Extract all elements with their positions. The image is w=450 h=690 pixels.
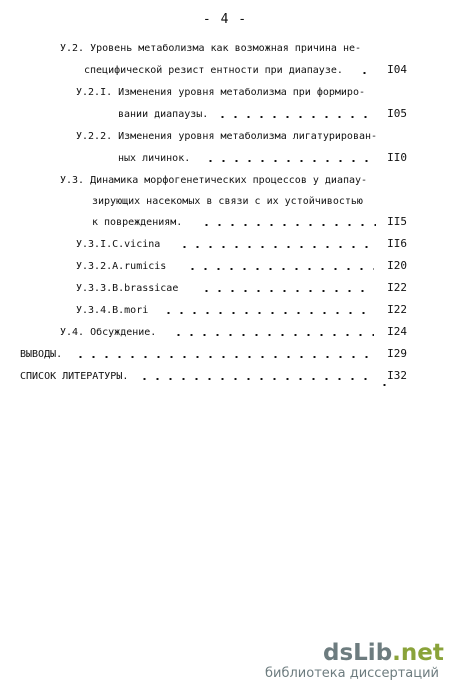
toc-entry-text: У.3.2.A.rumicis <box>76 261 167 272</box>
toc-page-number: I32 <box>387 369 407 382</box>
leader-dots <box>358 72 374 74</box>
toc-entry <box>0 234 450 254</box>
leader-dots <box>172 334 374 336</box>
toc-entry-text: к повреждениям. <box>92 217 183 228</box>
leader-dots <box>186 268 374 270</box>
toc-entry-text: У.3.3.B.brassicae <box>76 283 179 294</box>
toc-entry-text: У.2.I. Изменения уровня метаболизма при формиро- <box>76 87 365 98</box>
toc-page-number: II6 <box>387 237 407 250</box>
toc-entry-text: У.3.I.C.vicina <box>76 239 161 250</box>
toc-page-number: I24 <box>387 325 407 338</box>
toc-entry-text: ных личинок. <box>118 153 191 164</box>
toc-page-number: I22 <box>387 281 407 294</box>
toc-entry-text: У.4. Обсуждение. <box>60 327 157 338</box>
site-logo: dsLib.net <box>323 640 444 666</box>
page-number: - 4 - <box>202 12 248 27</box>
toc-entry-text: У.2.2. Изменения уровня метаболизма лигатурирован- <box>76 131 378 142</box>
leader-dots <box>200 224 376 226</box>
toc-entry-text: ВЫВОДЫ. <box>20 349 63 360</box>
toc-entry <box>0 38 450 58</box>
leader-dots <box>162 312 374 314</box>
toc-page-number: II5 <box>387 215 407 228</box>
toc-entry <box>0 104 450 124</box>
leader-dots <box>204 160 376 162</box>
site-logo-subtitle: библиотека диссертаций <box>265 666 439 681</box>
leader-dots <box>138 378 374 380</box>
toc-entry-text: У.3.4.B.mori <box>76 305 149 316</box>
toc-page-number: II0 <box>387 151 407 164</box>
toc-entry <box>0 300 450 320</box>
toc-entry-text: СПИСОК ЛИТЕРАТУРЫ. <box>20 371 129 382</box>
toc-entry <box>0 366 450 386</box>
toc-entry <box>0 60 450 80</box>
toc-entry-text: специфической резист ентности при диапаузе. <box>84 65 343 76</box>
toc-entry <box>0 148 450 168</box>
toc-entry <box>0 322 450 342</box>
toc-entry <box>0 191 450 211</box>
leader-dots <box>378 384 392 386</box>
toc-page-number: I22 <box>387 303 407 316</box>
toc-entry <box>0 278 450 298</box>
toc-page-number: I04 <box>387 63 407 76</box>
leader-dots <box>178 246 374 248</box>
toc-entry <box>0 344 450 364</box>
toc-entry <box>0 170 450 190</box>
toc-entry <box>0 256 450 276</box>
toc-page-number: I20 <box>387 259 407 272</box>
toc-page-number: I29 <box>387 347 407 360</box>
toc-entry-text: У.3. Динамика морфогенетических процессов у диапау- <box>60 175 368 186</box>
toc-entry-text: вании диапаузы. <box>118 109 209 120</box>
toc-entry-text: У.2. Уровень метаболизма как возможная причина не- <box>60 43 362 54</box>
toc-entry <box>0 212 450 232</box>
toc-page-number: I05 <box>387 107 407 120</box>
leader-dots <box>74 356 374 358</box>
toc-entry <box>0 82 450 102</box>
toc-entry-text: зирующих насекомых в связи с их устойчивостью <box>92 196 363 207</box>
leader-dots <box>216 116 372 118</box>
leader-dots <box>200 290 374 292</box>
toc-entry <box>0 126 450 146</box>
